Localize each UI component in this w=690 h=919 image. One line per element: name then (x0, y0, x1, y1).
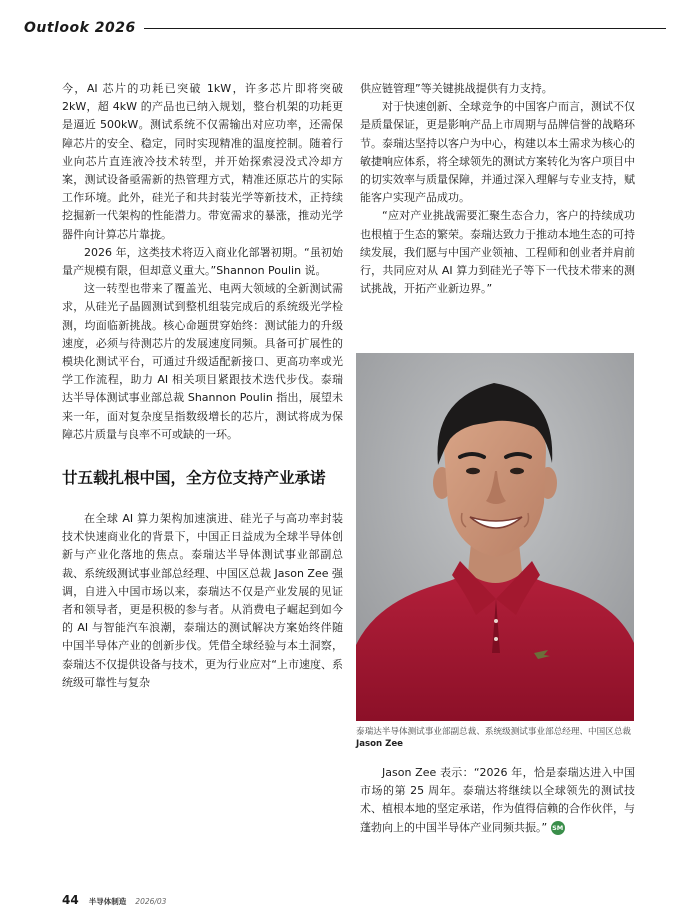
right-paragraph-1: 供应链管理”等关键挑战提供有力支持。 (360, 82, 553, 95)
issue-date: 2026/03 (135, 897, 167, 906)
page-number: 44 (62, 893, 79, 907)
left-paragraph-4: 在全球 AI 算力架构加速演进、硅光子与高功率封装技术快速商业化的背景下，中国正日益成为全球半导体创新与产业化落地的焦点。泰瑞达半导体测试事业部副总裁、系统级测试事业部总经理、中国区总裁 Jason Zee 强调，自进入中国市场以来，泰瑞达不仅是产业发展的见证者和领导者，更是积极的参与者。从消费电子崛起到如今的 AI 与智能汽车浪潮，泰瑞达的测试解决方案始终伴随中国半导体产业的创新步伐。凭借全球经验与本土洞察，泰瑞达不仅提供设备与技术，更为行业应对“上市速度、系统级可靠性与复杂 (62, 512, 343, 689)
right-paragraph-2: 对于快速创新、全球竞争的中国客户而言，测试不仅是质量保证，更是影响产品上市周期与品牌信誉的战略环节。泰瑞达坚持以客户为中心，构建以本土需求为核心的敏捷响应体系，将全球领先的测试方案转化为客户项目中的切实效率与质量保障，并通过深入理解与专业支持，赋能客户实现产品成功。 (360, 100, 635, 205)
footer-meta (89, 889, 167, 908)
right-paragraph-4-text: Jason Zee 表示：“2026 年，恰是泰瑞达进入中国市场的第 25 周年。泰瑞达将继续以全球领先的测试技术、植根本地的坚定承诺，作为值得信赖的合作伙伴，与蓬勃向上的中国半导体产业同频共振。” (360, 766, 635, 834)
left-column (62, 80, 343, 692)
section-title: Outlook 2026 (24, 20, 136, 36)
left-paragraph-1: 今，AI 芯片的功耗已突破 1kW，许多芯片即将突破 2kW，超 4kW 的产品也已纳入规划，整台机架的功耗更是逼近 500kW。测试系统不仅需输出对应功率，还需保障芯片的安全、稳定，同时实现精准的温度控制。随着行业向芯片直连液冷技术转型，并开始探索浸没式冷却方案，测试设备亟需新的热管理方式，精准还原芯片的实际工作环境。此外，硅光子和共封装光学等新技术，正持续挖掘新一代架构的性能潜力。带宽需求的暴涨，推动光学器件向计算芯片靠拢。 (62, 82, 343, 241)
left-paragraph-2: 2026 年，这类技术将迈入商业化部署初期。“虽初始量产规模有限，但却意义重大。”Shannon Poulin 说。 (62, 245, 343, 278)
right-column-top (360, 80, 635, 298)
end-mark-badge: SM (551, 821, 565, 835)
section-heading: 廿五载扎根中国，全方位支持产业承诺 (62, 469, 326, 488)
caption-text: 泰瑞达半导体测试事业部副总裁、系统级测试事业部总经理、中国区总裁 (356, 727, 632, 737)
right-paragraph-4 (360, 764, 635, 837)
magazine-name: 半导体制造 (88, 897, 127, 906)
page-footer (62, 889, 166, 908)
right-paragraph-3: “应对产业挑战需要汇聚生态合力，客户的持续成功也根植于生态的繁荣。泰瑞达致力于推动本地生态的可持续发展，我们愿与中国产业领袖、工程师和创业者并肩前行，共同应对从 AI 算力到硅光子等下一代技术带来的测试挑战，开拓产业新边界。” (360, 209, 635, 296)
portrait-photo (356, 353, 634, 721)
running-header (24, 18, 666, 38)
left-paragraph-3: 这一转型也带来了覆盖光、电两大领域的全新测试需求，从硅光子晶圆测试到整机组装完成后的系统级光学检测，均面临新挑战。核心命题贯穿始终：测试能力的升级速度，必须与待测芯片的发展速度同频。具备可扩展性的模块化测试平台，可通过升级适配新接口、更高功率或光学工作流程，助力 AI 相关项目紧跟技术迭代步伐。泰瑞达半导体测试事业部总裁 Shannon Poulin 指出，展望未来一年，面对复杂度呈指数级增长的芯片，测试将成为保障芯片质量与良率不可或缺的一环。 (62, 282, 343, 441)
photo-caption (356, 726, 636, 750)
caption-name: Jason Zee (356, 739, 404, 749)
header-rule (144, 28, 666, 29)
right-column-bottom (360, 764, 635, 837)
